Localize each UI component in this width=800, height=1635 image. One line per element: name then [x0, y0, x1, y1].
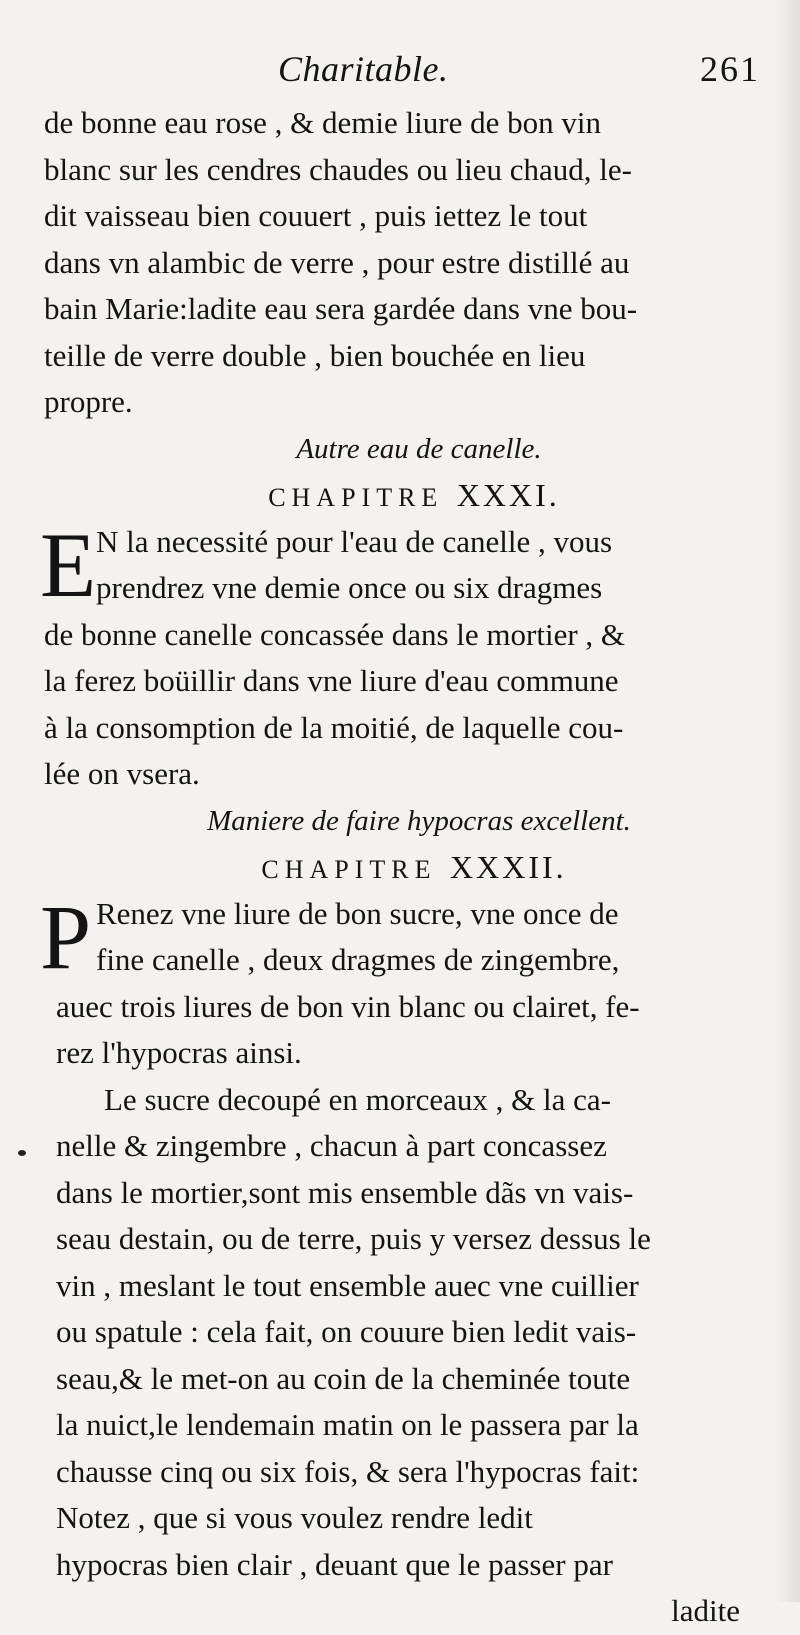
text-line: Notez , que si vous voulez rendre ledit: [56, 1500, 533, 1535]
page-edge-shadow: [774, 0, 800, 1602]
ink-mark: [18, 1150, 26, 1156]
drop-cap: E: [40, 513, 97, 616]
text-line: lée on vsera.: [44, 756, 200, 791]
text-line: teille de verre double , bien bouchée en lieu: [44, 337, 586, 373]
paragraph: [40, 513, 754, 798]
text-line: la ferez boüillir dans vne liure d'eau commune: [44, 663, 619, 698]
text-line: dit vaisseau bien couuert , puis iettez le tout: [44, 198, 588, 233]
paragraph: [40, 885, 754, 1077]
text-line: de bonne canelle concassée dans le mortier , &: [44, 616, 626, 652]
chapter-subtitle: Maniere de faire hypocras excellent.: [207, 804, 631, 837]
text-line: seau,& le met-on au coin de la cheminée toute: [56, 1360, 631, 1396]
text-line: à la consomption de la moitié, de laquelle cou-: [44, 709, 624, 745]
text-block: [40, 100, 754, 1635]
text-line: dans le mortier,sont mis ensemble dãs vn vais-: [56, 1174, 634, 1210]
page-number: 261: [700, 49, 760, 89]
chapter-label: CHAPITRE: [261, 855, 437, 884]
text-line: dans vn alambic de verre , pour estre distillé au: [44, 244, 630, 280]
text-line: vin , meslant le tout ensemble auec vne cuillier: [56, 1267, 639, 1303]
catchword: ladite: [671, 1593, 740, 1628]
paragraph: [44, 1077, 754, 1589]
text-line: auec trois liures de bon vin blanc ou clairet, fe-: [56, 988, 640, 1024]
chapter-label: CHAPITRE: [268, 483, 444, 512]
text-line: rez l'hypocras ainsi.: [56, 1035, 302, 1070]
chapter-heading: [44, 844, 754, 891]
text-line: Renez vne liure de bon sucre, vne once de: [96, 895, 619, 931]
text-line: seau destain, ou de terre, puis y versez dessus le: [56, 1221, 651, 1256]
text-line: fine canelle , deux dragmes de zingembre,: [96, 942, 620, 977]
drop-cap: P: [40, 885, 92, 988]
text-line: blanc sur les cendres chaudes ou lieu chaud, le-: [44, 151, 632, 187]
text-line: chausse cinq ou six fois, & sera l'hypocras fait:: [56, 1453, 640, 1489]
text-line: hypocras bien clair , deuant que le passer par: [56, 1546, 613, 1582]
text-line: nelle & zingembre , chacun à part concassez: [56, 1128, 607, 1163]
text-line: bain Marie:ladite eau sera gardée dans vne bou-: [44, 291, 638, 326]
text-line: Le sucre decoupé en morceaux , & la ca-: [104, 1081, 611, 1117]
running-head: Charitable.: [278, 49, 449, 89]
chapter-subtitle: Autre eau de canelle.: [296, 432, 542, 465]
text-line: prendrez vne demie once ou six dragmes: [96, 570, 603, 605]
section-continuation: [44, 100, 754, 426]
chapter-heading: [44, 472, 754, 519]
text-line: la nuict,le lendemain matin on le passera par la: [56, 1407, 639, 1442]
text-line: propre.: [44, 384, 133, 419]
text-line: N la necessité pour l'eau de canelle , vous: [96, 523, 613, 559]
page-header: [0, 48, 800, 98]
chapter-number: XXXI.: [456, 477, 560, 513]
text-line: de bonne eau rose , & demie liure de bon vin: [44, 105, 601, 140]
chapter-number: XXXII.: [449, 849, 567, 885]
text-line: ou spatule : cela fait, on couure bien ledit vais-: [56, 1314, 637, 1349]
